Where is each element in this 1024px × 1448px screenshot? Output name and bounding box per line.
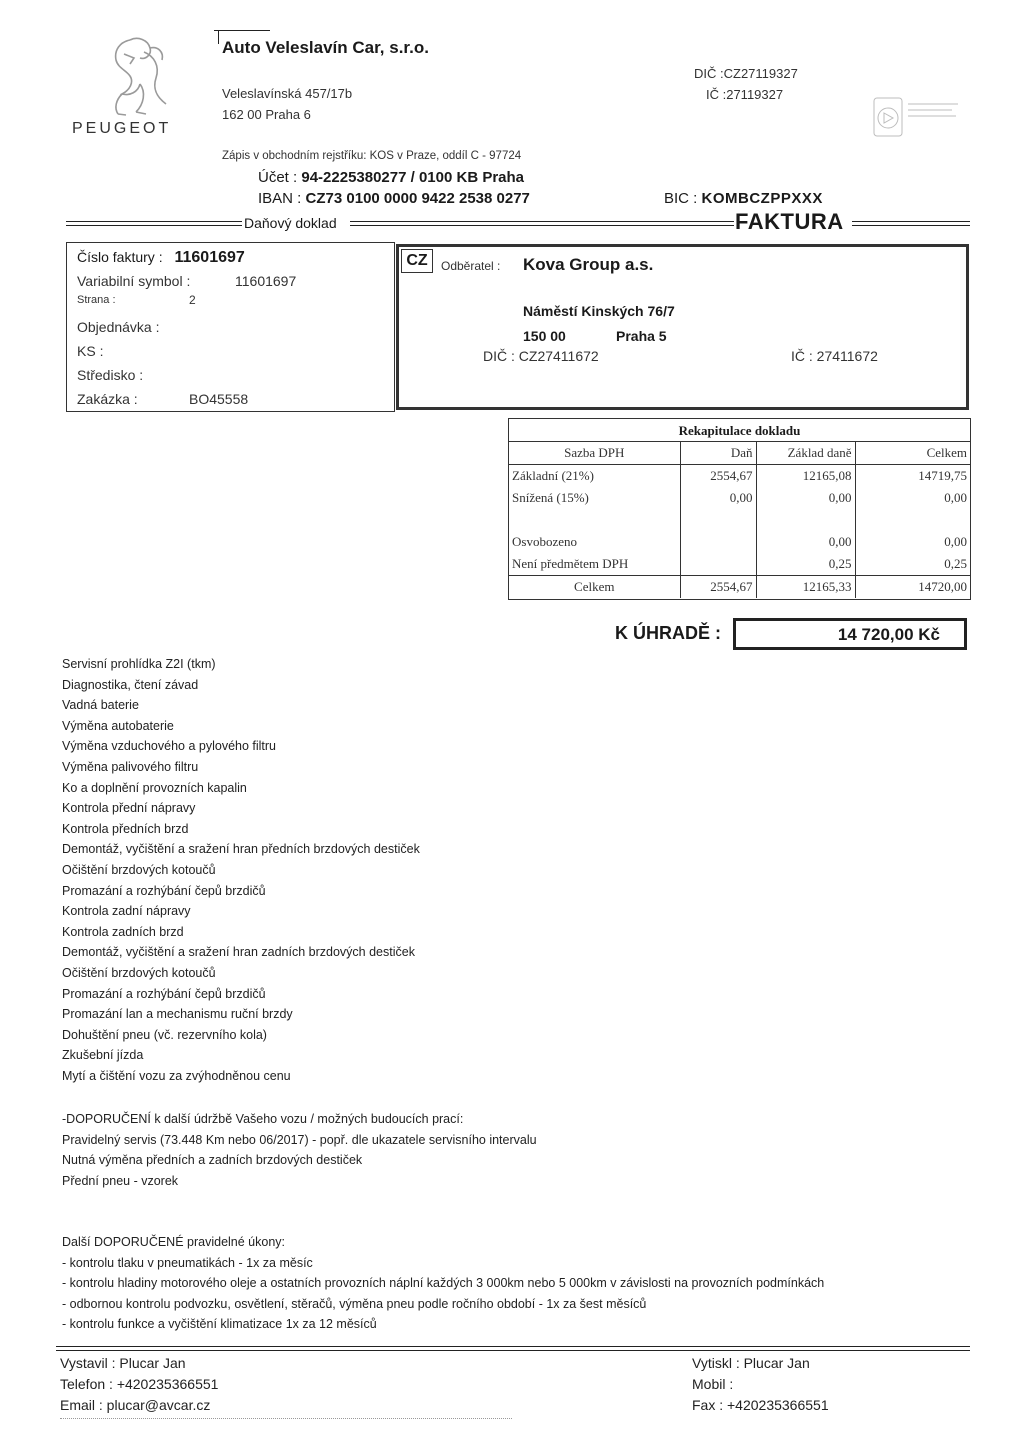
list-item: Očištění brzdových kotoučů <box>62 965 216 980</box>
list-item: Výměna vzduchového a pylového filtru <box>62 739 277 754</box>
bic-line <box>664 190 823 207</box>
customer-street: Náměstí Kinských 76/7 <box>523 303 675 319</box>
printed-by: Vytiskl : Plucar Jan <box>692 1355 810 1371</box>
title-tick-vertical <box>218 30 219 44</box>
list-item: Pravidelný servis (73.448 Km nebo 06/2017) - popř. dle ukazatele servisního intervalu <box>62 1132 537 1147</box>
variable-symbol-label: Variabilní symbol : <box>77 273 191 289</box>
customer-dic: DIČ : CZ27411672 <box>483 348 599 364</box>
title-tick <box>214 30 270 31</box>
footer-rule <box>56 1346 970 1351</box>
rule-right <box>852 221 970 226</box>
table-row <box>509 553 970 576</box>
recap-table <box>509 441 970 598</box>
iban-label: IBAN : <box>258 190 302 207</box>
list-item: Zkušební jízda <box>62 1048 144 1063</box>
table-row <box>509 509 970 531</box>
recap-total-cell: Celkem <box>509 576 680 599</box>
invoice-info-box <box>66 242 395 412</box>
service-items-list <box>62 654 662 1086</box>
amount-due-box <box>733 618 967 650</box>
list-item: Ko a doplnění provozních kapalin <box>62 780 247 795</box>
recap-cell: 14719,75 <box>918 468 967 483</box>
list-item: Nutná výměna předních a zadních brzdových destiček <box>62 1153 363 1168</box>
footer-fax: Fax : +420235366551 <box>692 1397 829 1413</box>
footer-phone: Telefon : +420235366551 <box>60 1376 219 1392</box>
account-line <box>258 169 524 186</box>
list-item: Vadná baterie <box>62 698 139 713</box>
recap-header-rate: Sazba DPH <box>509 442 680 465</box>
company-registry: Zápis v obchodním rejstříku: KOS v Praze, oddíl C - 97724 <box>222 150 522 162</box>
center-label: Středisko : <box>77 367 144 383</box>
company-name: Auto Veleslavín Car, s.r.o. <box>222 38 429 57</box>
page-number: 2 <box>189 293 196 307</box>
peugeot-lion-icon <box>100 34 178 120</box>
list-item: Kontrola přední nápravy <box>62 801 196 816</box>
regular-tasks-block <box>62 1232 962 1335</box>
customer-label: Odběratel : <box>441 259 501 273</box>
table-row <box>509 465 970 488</box>
recap-cell: Základní (21%) <box>509 465 680 488</box>
table-row <box>509 531 970 553</box>
recap-header-total: Celkem <box>926 445 967 460</box>
peugeot-brand-text: PEUGEOT <box>72 120 172 137</box>
list-item: Očištění brzdových kotoučů <box>62 862 216 877</box>
recap-header-tax: Daň <box>680 442 756 465</box>
recap-total-cell: 12165,33 <box>756 576 855 599</box>
recap-cell: 2554,67 <box>680 465 756 488</box>
recap-cell: Není předmětem DPH <box>509 553 680 576</box>
recap-cell: Osvobozeno <box>509 531 680 553</box>
recap-cell <box>680 531 756 553</box>
amount-due-value: 14 720,00 Kč <box>837 625 940 644</box>
table-row <box>509 487 970 509</box>
recap-cell <box>756 509 855 531</box>
recap-total-cell: 14720,00 <box>918 579 967 594</box>
recap-cell: 0,00 <box>756 531 855 553</box>
recap-cell: 0,25 <box>944 556 967 571</box>
list-item: Promazání a rozhýbání čepů brzdičů <box>62 883 266 898</box>
recap-cell <box>680 509 756 531</box>
list-item: - kontrolu tlaku v pneumatikách - 1x za měsíc <box>62 1255 313 1270</box>
issued-by: Vystavil : Plucar Jan <box>60 1355 186 1371</box>
invoice-number-label: Číslo faktury : <box>77 249 163 265</box>
recap-cell <box>509 509 680 531</box>
customer-box <box>396 244 969 410</box>
list-item: Přední pneu - vzorek <box>62 1173 179 1188</box>
recap-cell: 12165,08 <box>756 465 855 488</box>
country-code: CZ <box>401 249 433 273</box>
recap-cell: 0,25 <box>756 553 855 576</box>
footer-fine-print <box>60 1418 512 1423</box>
list-item: - kontrolu funkce a vyčištění klimatizace 1x za 12 měsíců <box>62 1317 377 1332</box>
doc-type-left: Daňový doklad <box>244 215 337 231</box>
customer-zip: 150 00 <box>523 328 566 344</box>
recap-total-cell: 2554,67 <box>680 576 756 599</box>
order-label: Objednávka : <box>77 319 160 335</box>
list-item: Mytí a čištění vozu za zvýhodněnou cenu <box>62 1068 291 1083</box>
list-item: Kontrola předních brzd <box>62 821 189 836</box>
list-item: Demontáž, vyčištění a sražení hran předních brzdových destiček <box>62 842 420 857</box>
company-street: Veleslavínská 457/17b <box>222 86 353 101</box>
account-value: 94-2225380277 / 0100 KB Praha <box>301 169 525 186</box>
amount-due-label: K ÚHRADĚ : <box>615 623 721 643</box>
recap-cell <box>680 553 756 576</box>
footer-email[interactable]: Email : plucar@avcar.cz <box>60 1397 211 1413</box>
dekra-certification-icon <box>872 96 962 142</box>
job-number: BO45558 <box>189 391 249 407</box>
bic-label: BIC : <box>664 190 698 207</box>
recap-header-row <box>509 442 970 465</box>
ks-label: KS : <box>77 343 104 359</box>
iban-value: CZ73 0100 0000 9422 2538 0277 <box>305 190 530 207</box>
company-ic: IČ :27119327 <box>706 87 784 102</box>
variable-symbol: 11601697 <box>235 273 297 289</box>
list-item: Promazání lan a mechanismu ruční brzdy <box>62 1007 293 1022</box>
regular-tasks-heading: Další DOPORUČENÉ pravidelné úkony: <box>62 1235 285 1249</box>
list-item: Demontáž, vyčištění a sražení hran zadních brzdových destiček <box>62 945 415 960</box>
recap-box <box>508 418 971 600</box>
company-dic: DIČ :CZ27119327 <box>694 66 798 81</box>
recap-cell: 0,00 <box>944 490 967 505</box>
list-item: Výměna autobaterie <box>62 718 174 733</box>
recommendation-heading: -DOPORUČENÍ k další údržbě Vašeho vozu / možných budoucích prací: <box>62 1112 464 1126</box>
customer-ic: IČ : 27411672 <box>791 348 878 364</box>
list-item: Kontrola zadní nápravy <box>62 904 191 919</box>
account-label: Účet : <box>258 169 298 186</box>
recap-header-base: Základ daně <box>756 442 855 465</box>
recap-cell: 0,00 <box>680 487 756 509</box>
job-label: Zakázka : <box>77 391 138 407</box>
footer-mobile: Mobil : <box>692 1376 734 1392</box>
recap-cell: 0,00 <box>944 534 967 549</box>
list-item: - odbornou kontrolu podvozku, osvětlení, stěračů, výměna pneu podle ročního období - 1x za šest měsíců <box>62 1296 647 1311</box>
rule-left <box>66 221 242 226</box>
invoice-number: 11601697 <box>174 249 245 266</box>
page-label: Strana : <box>77 294 116 306</box>
customer-city: Praha 5 <box>616 328 667 344</box>
list-item: - kontrolu hladiny motorového oleje a ostatních provozních náplní každých 3 000km nebo 5 000km v závislosti na provozních podmínkách <box>62 1276 825 1291</box>
recap-total-row <box>509 576 970 599</box>
rule-middle <box>350 221 734 226</box>
company-city: 162 00 Praha 6 <box>222 107 311 122</box>
recap-title: Rekapitulace dokladu <box>678 423 801 438</box>
list-item: Kontrola zadních brzd <box>62 924 184 939</box>
customer-name: Kova Group a.s. <box>523 255 654 274</box>
list-item: Diagnostika, čtení závad <box>62 677 199 692</box>
list-item: Servisní prohlídka Z2I (tkm) <box>62 657 216 671</box>
bic-value: KOMBCZPPXXX <box>701 190 823 207</box>
recommendations-block <box>62 1109 962 1191</box>
iban-line <box>258 190 530 207</box>
recap-cell: Snížená (15%) <box>509 487 680 509</box>
recap-cell: 0,00 <box>756 487 855 509</box>
list-item: Promazání a rozhýbání čepů brzdičů <box>62 986 266 1001</box>
list-item: Dohuštění pneu (vč. rezervního kola) <box>62 1027 267 1042</box>
recap-cell <box>855 509 970 531</box>
doc-type-right: FAKTURA <box>735 209 844 234</box>
list-item: Výměna palivového filtru <box>62 759 199 774</box>
